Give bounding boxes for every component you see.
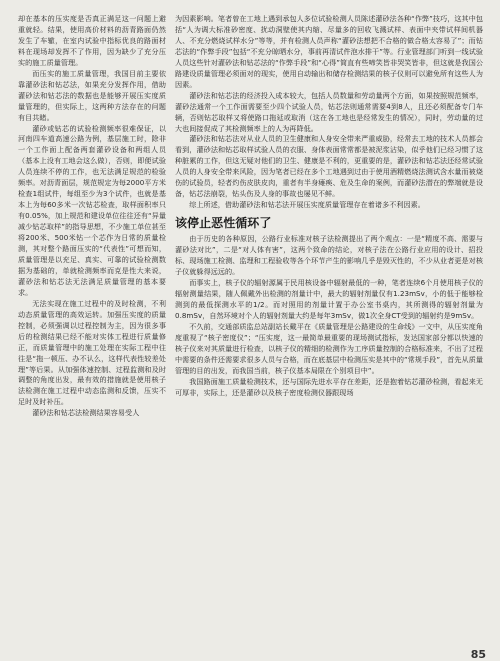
paragraph: 却在基本的压实度是否真正满足这一问题上避重就轻。结果，使用高价材料的沥青路面仍然发生了车辙，在室内试验中指标优良的路面材料在现场却发挥不了作用，因为缺少了充分压实的施工质量管理。 <box>18 14 166 67</box>
paragraph: 我国路面施工质量检测技术，还与国际先进水平存在差距，还是抱着钻芯灌砂检测，看起来无可厚非，实际上，还是灌砂以及核子密度检测仪器跟现场 <box>175 376 483 397</box>
left-column <box>18 14 166 419</box>
page-number: 85 <box>470 648 486 661</box>
paragraph: 不久前，交通部质监总站副站长戴平在《质量管理是公路建设的生命线》一文中，从压实度角度重视了“核子密度仪”；“压实度，这一最简单最重要的现场测试指标，发达国家部分都以快速的核子仪来对其质量进行检查，以核子仪的精细的检测作为工序质量控制的合格标准来，不出了过程中需要的条件还需要求很多人员与合格，而在底基层中检测压实是其中的”常规手段”，首先从质量管理的目的出发，而我国当前，核子仪基本局限在个别项目中”。 <box>175 321 483 375</box>
paragraph: 综上所述，借助灌砂法和钻芯法开展压实度质量管理存在着诸多不利因素。 <box>189 200 425 210</box>
paragraph: 为因素影响。笔者曾在工地上遇到承包人多位试验检测人员陈述灌砂法各种“作弊”技巧，这其中包括“人为调大标准砂密度、扰动洞壁使其内缩、尽量多的回收飞溅试样、表面中夹带试样间机器人、不充分燃烧试样水分”等等，并有检测人员声称“灌砂法想把不合格的做合格太容易了”；而钻芯法的“作弊手段”包括“不充分晾晒水分，事前再清试件泡水排干”等。行业管理部门听到一线试验人员这些针对灌砂法和钻芯法的“作弊手段”和“心得”简直有些啼笑皆非哭笑皆非，但这就是我国公路建设质量管理必须面对的现实，使用自动输出和储存检测结果的核子仪则可以避免所有这些人为因素。 <box>175 14 483 89</box>
paragraph: 由于历史的各种原因，公路行业标准对核子法检测提出了两个观点：一是“精度不高、需要与灌砂法对比”，二是“对人体有害”，这两个致命的结论，对核子法在公路行业应用的设计、招投标、现场施工检测、监理和工程验收等各个环节产生的影响几乎是毁灭性的，不少从业者更是对核子仪就躲得远远的。 <box>175 234 483 277</box>
paragraph: 无法实现在施工过程中的及时检测，不利动态质量管理的高效运转。加强压实度的质量控制，必须强调以过程控制为主，因为很多事后的检测结果已经不能对实体工程进行质量修正，而质量管理中的施工处理在实际工程中往往是“拖一顿压、办不认么，这样代表性较差处理”等后果。从加强体速控制、过程监测和及时调整的角度出发，最有效的措施就是使用核子法检测在施工过程中动态监测和反馈，压实不足时及时补压。 <box>18 298 166 407</box>
section-heading: 该停止恶性循环了 <box>175 216 272 231</box>
paragraph: 而压实的施工质量管理，我国目前主要依靠灌砂法和钻芯法，如果充分发挥作用，借助灌砂法和钻芯法的数据也是能够开展压实度质量管理的，但实际上，这两种方法存在的问题有目共睹。 <box>18 68 166 122</box>
paragraph: 灌砂法和钻芯法的经济投入成本较大，包括人员数量和劳动量两个方面，如果按照规范频率，灌砂法通常一个工作面需要至少四个试验人员，钻芯法则通常需要4到8人，且还必须配备专门车辆，否则钻芯取样又将使路口拖延或取消（这在各工地也是经常发生的情况），同时，劳动量的过大也间接促成了其检测频率上的人为再降低。 <box>175 90 483 133</box>
paragraph: 灌砂法和钻芯法对从业人员的卫生健康和人身安全带来严重威胁，经常去工地的技术人员都会看到，灌砂法和钻芯取样试验人员的衣服、身体表面常常都是被泥浆沾染，似乎他们已经习惯了这种脏累的工作，但这无疑对他们的卫生、健康是不利的，更重要的是，灌砂法和钻芯法还经常试验人员的人身安全带来风险，因为笔者已经在多个工地遇到过由于使用酒精燃烧法测试含水量而被烧伤的试验员，轻者灼伤皮肤皮肉，重者有半身瘫痪、危及生命的案例，而灌砂法潜在的弊端就是设备，钻芯法崩裂，钻头伤及人身的事故也屡见不鲜。 <box>175 134 483 199</box>
paragraph: 灌砂或钻芯的试验检测频率很难保证，以河南四车道高速公路为例，基层施工时，除非一个工作面上配备两套灌砂设备和两组人员（基本上没有工地会这么做），否则，即便试验人员连续不停的工作，也无法满足规范的检验频率。对沥青面层，规范规定为每2000平方米检查1组试件，每组至少为3个试件，也就是基本上为每60多米一次钻芯检查，取样面积率只有0.05%，加上规范和建设单位往往还有“异量减少钻芯取样”的指导思想，不少施工单位甚至将200米、500米钻一个芯作为日常的质量检测，其对整个路面压实的“代表性”可想而知，质量管理是以充足、真实、可靠的试验检测数据为基础的，单就检测频率而克是性大来说，灌砂法和钻芯法无法满足质量管理的基本要求。 <box>18 123 166 297</box>
paragraph: 灌砂法和钻芯法检测结果容易受人 <box>32 408 140 418</box>
right-column <box>175 14 483 398</box>
paragraph: 而事实上，核子仪的辐射源属于民用核设备中辐射最低的一种，笔者连续6个月使用核子仪的辐射测量结果，随人佩戴外出检测的剂量计中，最大的辐射剂量仅有1.23mSv，小的低于能够检测到的最低探测水平的1/2。而对照用的剂量计置于办公室书桌内，其所测得的辐射剂量为0.8mSv，自然环境对个人的辐射剂量大约是每年3mSv，做1次全身CT受到的辐射约是9mSv。 <box>175 277 483 320</box>
